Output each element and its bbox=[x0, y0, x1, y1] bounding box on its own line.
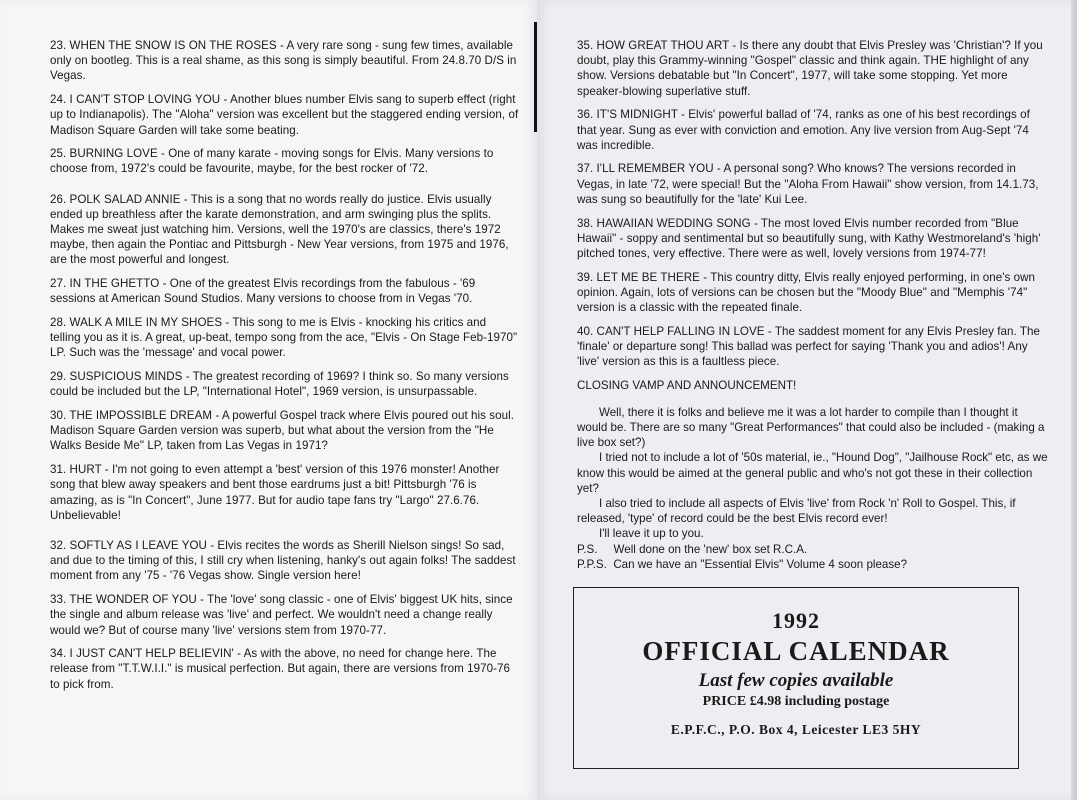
advert-title: OFFICIAL CALENDAR bbox=[642, 636, 950, 667]
advert-price: PRICE £4.98 including postage bbox=[702, 694, 890, 710]
postscript: P.S. Well done on the 'new' box set R.C.A. bbox=[577, 542, 808, 556]
closing-heading: CLOSING VAMP AND ANNOUNCEMENT! bbox=[577, 378, 797, 392]
page-edge bbox=[1071, 0, 1077, 800]
closing-paragraph: I'll leave it up to you. bbox=[599, 527, 704, 541]
advert-address: E.P.F.C., P.O. Box 4, Leicester LE3 5HY bbox=[670, 722, 922, 738]
song-entry-26: 26. POLK SALAD ANNIE - This is a song that no words really do justice. Elvis usually ended up breathless after the karate demonstration, and arm swinging plus the splits. Makes me sweat just watching him. Versions, well the 1970's are classics, there's 1972 maybe, then again the Pontiac and Pittsburgh - New Year versions, from 1975 and 1976, are the most powerful and longest. bbox=[50, 192, 509, 267]
song-entry-31: 31. HURT - I'm not going to even attempt a 'best' version of this 1976 monster! Another song that blew away speakers and bent those eardrums just a bit! Pittsburgh '76 is amazing, as is "In Concert", June 1977. But for audio tape fans try "Largo" 27.6.76. Unbelievable! bbox=[50, 463, 500, 522]
right-page bbox=[537, 0, 1077, 800]
song-entry-25: 25. BURNING LOVE - One of many karate - moving songs for Elvis. Many versions to choose from, 1972's could be favourite, maybe, for the best rocker of '72. bbox=[50, 147, 494, 176]
song-entry-28: 28. WALK A MILE IN MY SHOES - This song to me is Elvis - knocking his critics and telling you as it is. A great, up-beat, tempo song from the ace, "Elvis - On Stage Feb-1970" LP. Such was the 'message' and vocal power. bbox=[50, 316, 518, 360]
closing-paragraph: Well, there it is folks and believe me it was a lot harder to compile than I thought it would be. There are so many "Great Performances" that could also be included - (making a live box set?) bbox=[577, 405, 1045, 450]
calendar-advert bbox=[573, 587, 1019, 769]
song-entry-32: 32. SOFTLY AS I LEAVE YOU - Elvis recites the words as Sherill Nielson sings! So sad, and due to the timing of this, I still cry when listening, hanky's out again folks! The saddest moment from any '75 - '76 Vegas show. Single version here! bbox=[50, 538, 516, 583]
song-entry-29: 29. SUSPICIOUS MINDS - The greatest recording of 1969? I think so. So many versions could be included but the LP, "International Hotel", 1969 version, is unsurpassable. bbox=[50, 370, 509, 399]
song-entry-33: 33. THE WONDER OF YOU - The 'love' song classic - one of Elvis' biggest UK hits, since the single and album release was 'live' and perfect. We wouldn't need a change really would we? But of course many 'live' versions stem from 1970-77. bbox=[50, 593, 513, 637]
advert-year: 1992 bbox=[772, 608, 820, 634]
song-entry-27: 27. IN THE GHETTO - One of the greatest Elvis recordings from the fabulous - '69 sessions at American Sound Studios. Many versions to choose from in Vegas '70. bbox=[50, 277, 476, 306]
song-entry-40: 40. CAN'T HELP FALLING IN LOVE - The saddest moment for any Elvis Presley fan. The 'finale' or departure song! This ballad was perfect for saying 'Thank you and adios'! Any 'live' version as this is a faultless piece. bbox=[577, 324, 1040, 369]
song-entry-24: 24. I CAN'T STOP LOVING YOU - Another blues number Elvis sang to superb effect (right up to Indianapolis). The "Aloha" version was excellent but the staggered ending version, of Madison Square Garden will take some beating. bbox=[50, 93, 519, 137]
closing-paragraph: I also tried to include all aspects of Elvis 'live' from Rock 'n' Roll to Gospel. This, if released, 'type' of record could be the best Elvis record ever! bbox=[577, 497, 1016, 526]
left-page bbox=[0, 0, 537, 800]
song-entry-34: 34. I JUST CAN'T HELP BELIEVIN' - As with the above, no need for change here. The release from "T.T.W.I.I." is musical perfection. But again, there are versions from 1970-76 to pick from. bbox=[50, 647, 510, 691]
song-entry-39: 39. LET ME BE THERE - This country ditty, Elvis really enjoyed performing, in one's own opinion. Again, lots of versions can be chosen but the "Moody Blue" and "Memphis '74" version is a classic with the repeated finale. bbox=[577, 270, 1036, 315]
advert-subtitle: Last few copies available bbox=[698, 670, 894, 692]
song-entry-37: 37. I'LL REMEMBER YOU - A personal song? Who knows? The versions recorded in Vegas, in late '72, were special! But the "Aloha From Hawaii" show version, from 14.1.73, was sung so beautifully for the 'late' Kui Lee. bbox=[577, 162, 1039, 206]
song-entry-35: 35. HOW GREAT THOU ART - Is there any doubt that Elvis Presley was 'Christian'? If you doubt, play this Grammy-winning "Gospel" classic and think again. THE highlight of any show. Versions debatable but "In Concert", 1977, will take some stopping. Yet more speaker-blowing superlative stuff. bbox=[577, 39, 1043, 98]
song-entry-23: 23. WHEN THE SNOW IS ON THE ROSES - A very rare song - sung few times, available only on bootleg. This is a real shame, as this song is simply beautiful. From 24.8.70 D/S in Vegas. bbox=[50, 39, 517, 83]
post-postscript: P.P.S. Can we have an "Essential Elvis" Volume 4 soon please? bbox=[577, 557, 908, 571]
song-entry-38: 38. HAWAIIAN WEDDING SONG - The most loved Elvis number recorded from "Blue Hawaii" - soppy and sentimental but so beautifully sung, with Kathy Westmoreland's 'high' pitched tones, very effective. There were as well, lovely versions from 1974-77! bbox=[577, 216, 1041, 260]
song-entry-36: 36. IT'S MIDNIGHT - Elvis' powerful ballad of '74, ranks as one of his best recordings of that year. Sung as ever with conviction and emotion. Any live version from Aug-Sept '74 was incredible. bbox=[577, 108, 1030, 152]
closing-paragraph: I tried not to include a lot of '50s material, ie., "Hound Dog", "Jailhouse Rock" etc, as we know this would be aimed at the general public and who's not got these in their collection yet? bbox=[577, 451, 1048, 495]
song-entry-30: 30. THE IMPOSSIBLE DREAM - A powerful Gospel track where Elvis poured out his soul. Madison Square Garden version was superb, but what about the version from the "He Walks Beside Me" LP, taken from Las Vegas in 1971? bbox=[50, 409, 515, 453]
closing-section bbox=[577, 405, 1049, 572]
